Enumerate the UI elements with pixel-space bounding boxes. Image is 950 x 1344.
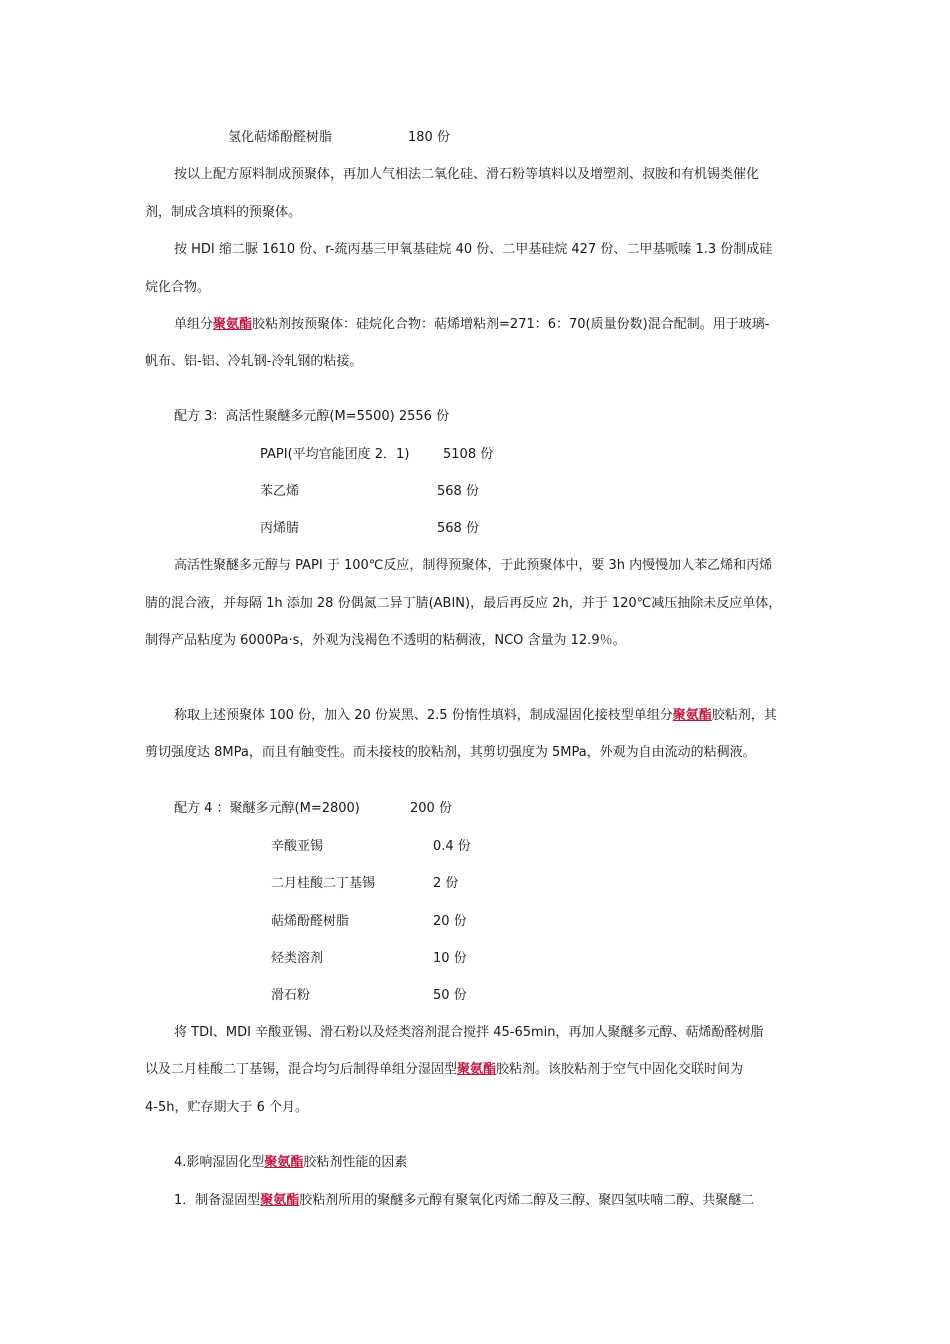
formula-3-item-qty: 5108 份 — [443, 447, 494, 462]
paragraph-mixing-line3: 4-5h，贮存期大于 6 个月。 — [145, 1100, 309, 1115]
text-fragment: 单组分 — [174, 317, 214, 332]
paragraph-mixing-line2 — [145, 1060, 743, 1080]
keyword-link[interactable]: 聚氨酯 — [672, 708, 712, 723]
paragraph-prepolymer-line1: 按以上配方原料制成预聚体，再加人气相法二氧化硅、滑石粉等填料以及增塑剂、叔胺和有机锡类催化 — [174, 167, 760, 182]
formula-4-item-name: 烃类溶剂 — [271, 951, 324, 966]
formula-3-item-name: 丙烯腈 — [260, 521, 300, 536]
paragraph-grafted-line1 — [174, 706, 777, 726]
text-fragment: 1．制备湿固型 — [174, 1193, 261, 1208]
text-fragment: 4.影响湿固化型 — [174, 1155, 265, 1170]
formula-4-item-qty: 2 份 — [433, 876, 459, 891]
keyword-link[interactable]: 聚氨酯 — [213, 317, 253, 332]
formula-4-item-qty: 50 份 — [433, 988, 467, 1003]
formula-3-heading: 配方 3：高活性聚醚多元醇(M=5500) 2556 份 — [174, 409, 450, 424]
formula-4-item-name: 辛酸亚锡 — [271, 839, 324, 854]
keyword-link[interactable]: 聚氨酯 — [264, 1155, 304, 1170]
paragraph-grafted-line2: 剪切强度达 8MPa，而且有触变性。而未接枝的胶粘剂，其剪切强度为 5MPa，外观为自由流动的粘稠液。 — [145, 745, 756, 760]
section-heading-4 — [174, 1153, 407, 1173]
paragraph-reaction-line1: 高活性聚醚多元醇与 PAPI 于 100℃反应，制得预聚体，于此预聚体中，要 3h 内慢慢加人苯乙烯和丙烯 — [174, 558, 773, 573]
text-fragment: 胶粘剂。该胶粘剂于空气中固化交联时间为 — [496, 1062, 744, 1077]
keyword-link[interactable]: 聚氨酯 — [457, 1062, 497, 1077]
paragraph-silane-line1: 按 HDI 缩二脲 1610 份、r-巯丙基三甲氧基硅烷 40 份、二甲基硅烷 427 份、二甲基哌嗪 1.3 份制成硅 — [174, 242, 773, 257]
text-fragment: 胶粘剂，其 — [711, 708, 777, 723]
text-fragment: 胶粘剂性能的因素 — [303, 1155, 408, 1170]
formula-4-heading-qty: 200 份 — [410, 801, 452, 816]
section-4-item-1 — [174, 1191, 754, 1211]
formula-4-item-name: 二月桂酸二丁基锡 — [271, 876, 376, 891]
formula-4-item-name: 萜烯酚醛树脂 — [271, 914, 350, 929]
formula-4-heading: 配方 4 ：聚醚多元醇(M=2800) — [174, 801, 360, 816]
formula-3-item-name: PAPI(平均官能团度 2．1) — [260, 447, 410, 462]
text-fragment: 以及二月桂酸二丁基锡，混合均匀后制得单组分湿固型 — [145, 1062, 458, 1077]
paragraph-mixing-line1: 将 TDI、MDI 辛酸亚锡、滑石粉以及烃类溶剂混合搅拌 45-65min，再加人聚醚多元醇、萜烯酚醛树脂 — [174, 1025, 764, 1040]
formula-3-item-name: 苯乙烯 — [260, 484, 300, 499]
ingredient-qty: 180 份 — [408, 130, 450, 145]
formula-4-item-name: 滑石粉 — [271, 988, 311, 1003]
paragraph-silane-line2: 烷化合物。 — [145, 280, 211, 295]
formula-4-item-qty: 10 份 — [433, 951, 467, 966]
formula-3-item-qty: 568 份 — [437, 521, 479, 536]
text-fragment: 称取上述预聚体 100 份，加入 20 份炭黑、2.5 份惰性填料，制成湿固化接枝型单组分 — [174, 708, 673, 723]
paragraph-reaction-line3: 制得产品粘度为 6000Pa·s，外观为浅褐色不透明的粘稠液，NCO 含量为 12.9％。 — [145, 633, 626, 648]
text-fragment: 胶粘剂按预聚体：硅烷化合物：萜烯增粘剂=271：6：70(质量份数)混合配制。用于玻璃- — [252, 317, 770, 332]
formula-4-item-qty: 20 份 — [433, 914, 467, 929]
formula-line-resin — [228, 128, 332, 148]
formula-4-item-qty: 0.4 份 — [433, 839, 471, 854]
paragraph-onecomponent-line1 — [174, 315, 769, 335]
text-fragment: 胶粘剂所用的聚醚多元醇有聚氧化丙烯二醇及三醇、聚四氢呋喃二醇、共聚醚二 — [299, 1193, 755, 1208]
formula-3-item-qty: 568 份 — [437, 484, 479, 499]
paragraph-reaction-line2: 腈的混合液，并每隔 1h 添加 28 份偶氮二异丁腈(ABIN)，最后再反应 2h，并于 120℃减压抽除未反应单体， — [145, 596, 782, 611]
keyword-link[interactable]: 聚氨酯 — [260, 1193, 300, 1208]
paragraph-prepolymer-line2: 剂，制成含填料的预聚体。 — [145, 205, 302, 220]
paragraph-onecomponent-line2: 帆布、铝-铝、冷轧钢-冷轧钢的粘接。 — [145, 354, 363, 369]
ingredient-name: 氢化萜烯酚醛树脂 — [228, 130, 333, 145]
